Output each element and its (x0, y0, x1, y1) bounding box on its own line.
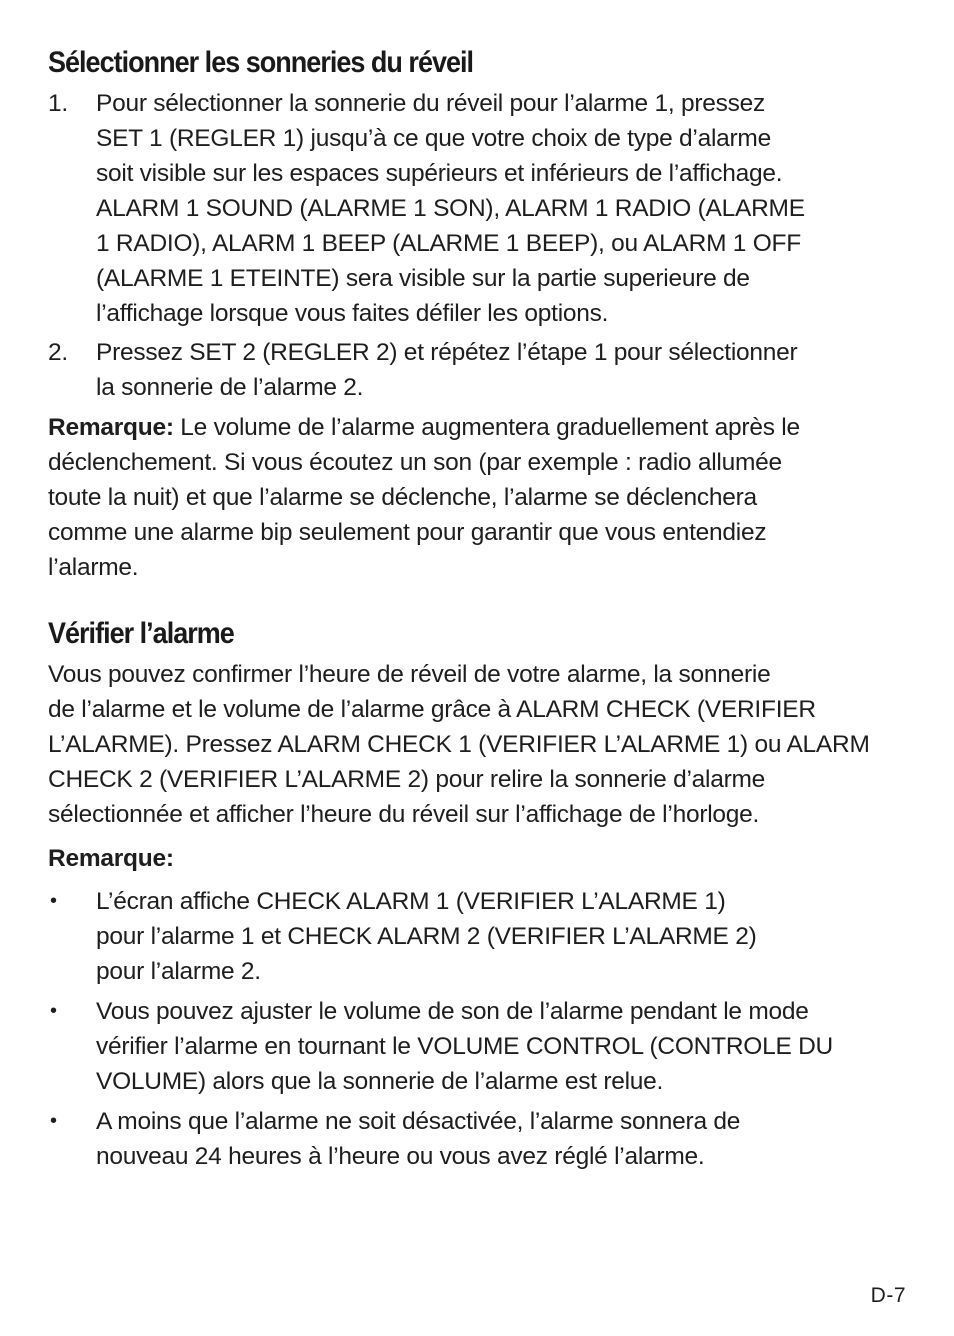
text-line: soit visible sur les espaces supérieurs et inférieurs de l’affichage. (96, 160, 783, 187)
step-item-1 (48, 86, 910, 331)
text-line: Vous pouvez confirmer l’heure de réveil de votre alarme, la sonnerie (48, 661, 771, 688)
text-line: (ALARME 1 ETEINTE) sera visible sur la partie superieure de (96, 265, 750, 292)
text-line: L’écran affiche CHECK ALARM 1 (VERIFIER L’ALARME 1) (96, 888, 726, 915)
notes-list (48, 884, 910, 1174)
page-number: D-7 (870, 1284, 906, 1307)
bullet-text (96, 884, 910, 989)
text-line: l’alarme. (48, 554, 139, 581)
manual-page (48, 40, 910, 1174)
intro-paragraph (48, 657, 910, 832)
bullet-icon: • (50, 1000, 57, 1022)
step-item-2 (48, 335, 910, 405)
text-line: comme une alarme bip seulement pour garantir que vous entendiez (48, 519, 767, 546)
bullet-item-1 (48, 884, 910, 989)
bullet-icon: • (50, 890, 57, 912)
text-line: Le volume de l’alarme augmentera graduellement après le (173, 414, 800, 441)
bullet-text (96, 994, 910, 1099)
text-line: Pour sélectionner la sonnerie du réveil pour l’alarme 1, pressez (96, 90, 765, 117)
text-line: la sonnerie de l’alarme 2. (96, 374, 364, 401)
text-line: l’affichage lorsque vous faites défiler les options. (96, 300, 609, 327)
note-paragraph (48, 410, 910, 585)
note-label: Remarque: (48, 414, 174, 441)
step-number: 1. (48, 90, 68, 117)
text-line: Pressez SET 2 (REGLER 2) et répétez l’étape 1 pour sélectionner (96, 339, 798, 366)
section-heading-check-alarm: Vérifier l’alarme (48, 617, 234, 650)
text-line: SET 1 (REGLER 1) jusqu’à ce que votre choix de type d’alarme (96, 125, 771, 152)
step-number: 2. (48, 339, 68, 366)
text-line: pour l’alarme 2. (96, 958, 261, 985)
bullet-icon: • (50, 1110, 57, 1132)
text-line: ALARM 1 SOUND (ALARME 1 SON), ALARM 1 RADIO (ALARME (96, 195, 805, 222)
text-line: VOLUME) alors que la sonnerie de l’alarme est relue. (96, 1068, 664, 1095)
text-line: sélectionnée et afficher l’heure du réveil sur l’affichage de l’horloge. (48, 801, 760, 828)
text-line: L’ALARME). Pressez ALARM CHECK 1 (VERIFIER L’ALARME 1) ou ALARM (48, 731, 870, 758)
text-line: Vous pouvez ajuster le volume de son de l’alarme pendant le mode (96, 998, 809, 1025)
text-line: de l’alarme et le volume de l’alarme grâce à ALARM CHECK (VERIFIER (48, 696, 816, 723)
text-line: 1 RADIO), ALARM 1 BEEP (ALARME 1 BEEP), ou ALARM 1 OFF (96, 230, 801, 257)
section-heading-select-alarm-sounds: Sélectionner les sonneries du réveil (48, 46, 474, 79)
text-line: toute la nuit) et que l’alarme se déclenche, l’alarme se déclenchera (48, 484, 757, 511)
bullet-item-2 (48, 994, 910, 1099)
bullet-text (96, 1104, 910, 1174)
text-line: pour l’alarme 1 et CHECK ALARM 2 (VERIFIER L’ALARME 2) (96, 923, 757, 950)
text-line: A moins que l’alarme ne soit désactivée, l’alarme sonnera de (96, 1108, 741, 1135)
bullet-item-3 (48, 1104, 910, 1174)
steps-list (48, 86, 910, 405)
note-label: Remarque: (48, 845, 174, 872)
step-text (96, 335, 910, 405)
text-line: vérifier l’alarme en tournant le VOLUME CONTROL (CONTROLE DU (96, 1033, 833, 1060)
text-line: déclenchement. Si vous écoutez un son (par exemple : radio allumée (48, 449, 782, 476)
text-line: CHECK 2 (VERIFIER L’ALARME 2) pour relire la sonnerie d’alarme (48, 766, 766, 793)
step-text (96, 86, 910, 331)
text-line: nouveau 24 heures à l’heure ou vous avez réglé l’alarme. (96, 1143, 705, 1170)
note-first-line (48, 410, 910, 445)
